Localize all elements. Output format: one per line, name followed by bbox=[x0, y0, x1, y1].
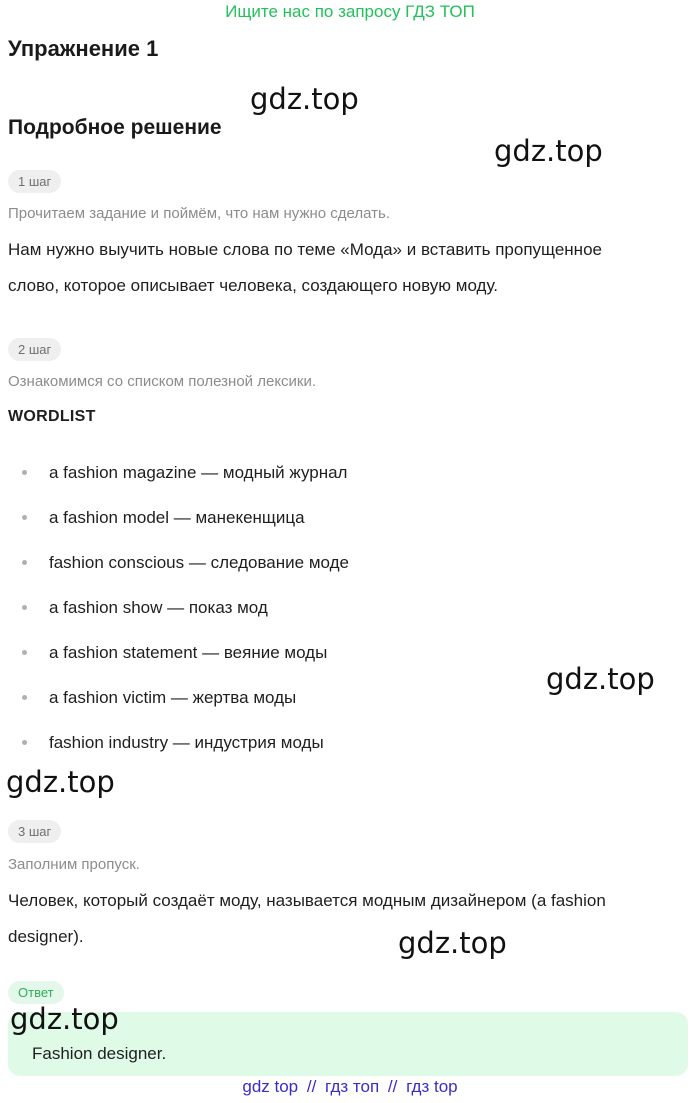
step-2-hint: Ознакомимся со списком полезной лексики. bbox=[8, 373, 317, 390]
step-3-line-1: Человек, который создаёт моду, называется модным дизайнером (a fashion bbox=[8, 891, 606, 910]
list-item bbox=[22, 675, 349, 720]
solution-heading: Подробное решение bbox=[8, 116, 222, 139]
step-1-line-1: Нам нужно выучить новые слова по теме «Мода» и вставить пропущенное bbox=[8, 240, 602, 259]
search-banner: Ищите нас по запросу ГДЗ ТОП bbox=[225, 2, 475, 21]
footer-link-3[interactable]: гдз top bbox=[406, 1077, 458, 1096]
watermark: gdz.top bbox=[494, 134, 603, 168]
list-item-text: a fashion show — показ мод bbox=[49, 598, 268, 617]
bullet-icon bbox=[22, 560, 27, 565]
watermark: gdz.top bbox=[10, 1002, 119, 1036]
watermark: gdz.top bbox=[250, 82, 359, 116]
bullet-icon bbox=[22, 695, 27, 700]
list-item bbox=[22, 540, 349, 585]
bullet-icon bbox=[22, 605, 27, 610]
step-1-hint: Прочитаем задание и поймём, что нам нужно сделать. bbox=[8, 205, 391, 222]
list-item-text: fashion industry — индустрия моды bbox=[49, 733, 324, 752]
wordlist-title: WORDLIST bbox=[8, 408, 96, 425]
answer-text: Fashion designer. bbox=[32, 1044, 167, 1063]
footer-link-2[interactable]: гдз топ bbox=[325, 1077, 380, 1096]
step-1-label: 1 шаг bbox=[8, 170, 61, 193]
step-3-label: 3 шаг bbox=[8, 820, 61, 843]
list-item bbox=[22, 630, 349, 675]
step-2-badge bbox=[8, 338, 61, 361]
list-item-text: a fashion magazine — модный журнал bbox=[49, 463, 348, 482]
bullet-icon bbox=[22, 470, 27, 475]
list-item bbox=[22, 450, 349, 495]
list-item bbox=[22, 495, 349, 540]
list-item-text: a fashion statement — веяние моды bbox=[49, 643, 328, 662]
bullet-icon bbox=[22, 740, 27, 745]
answer-badge bbox=[8, 981, 64, 1004]
list-item-text: a fashion model — манекенщица bbox=[49, 508, 305, 527]
step-1-line-2: слово, которое описывает человека, создающего новую моду. bbox=[8, 276, 498, 295]
list-item-text: fashion conscious — следование моде bbox=[49, 553, 349, 572]
answer-label: Ответ bbox=[8, 981, 64, 1004]
step-3-text bbox=[8, 883, 668, 955]
watermark: gdz.top bbox=[398, 926, 507, 960]
step-3-line-2: designer). bbox=[8, 927, 84, 946]
footer-link-1[interactable]: gdz top bbox=[242, 1077, 299, 1096]
bullet-icon bbox=[22, 515, 27, 520]
footer-links bbox=[0, 1077, 700, 1097]
bullet-icon bbox=[22, 650, 27, 655]
list-item bbox=[22, 585, 349, 630]
step-3-hint: Заполним пропуск. bbox=[8, 856, 140, 873]
watermark: gdz.top bbox=[546, 662, 655, 696]
footer-separator: // bbox=[387, 1077, 398, 1096]
wordlist bbox=[22, 450, 349, 765]
step-1-text bbox=[8, 232, 668, 304]
list-item bbox=[22, 720, 349, 765]
page-title: Упражнение 1 bbox=[8, 36, 159, 61]
list-item-text: a fashion victim — жертва моды bbox=[49, 688, 297, 707]
watermark: gdz.top bbox=[6, 765, 115, 799]
step-1-badge bbox=[8, 170, 61, 193]
footer-separator: // bbox=[306, 1077, 317, 1096]
step-2-label: 2 шаг bbox=[8, 338, 61, 361]
step-3-badge bbox=[8, 820, 61, 843]
